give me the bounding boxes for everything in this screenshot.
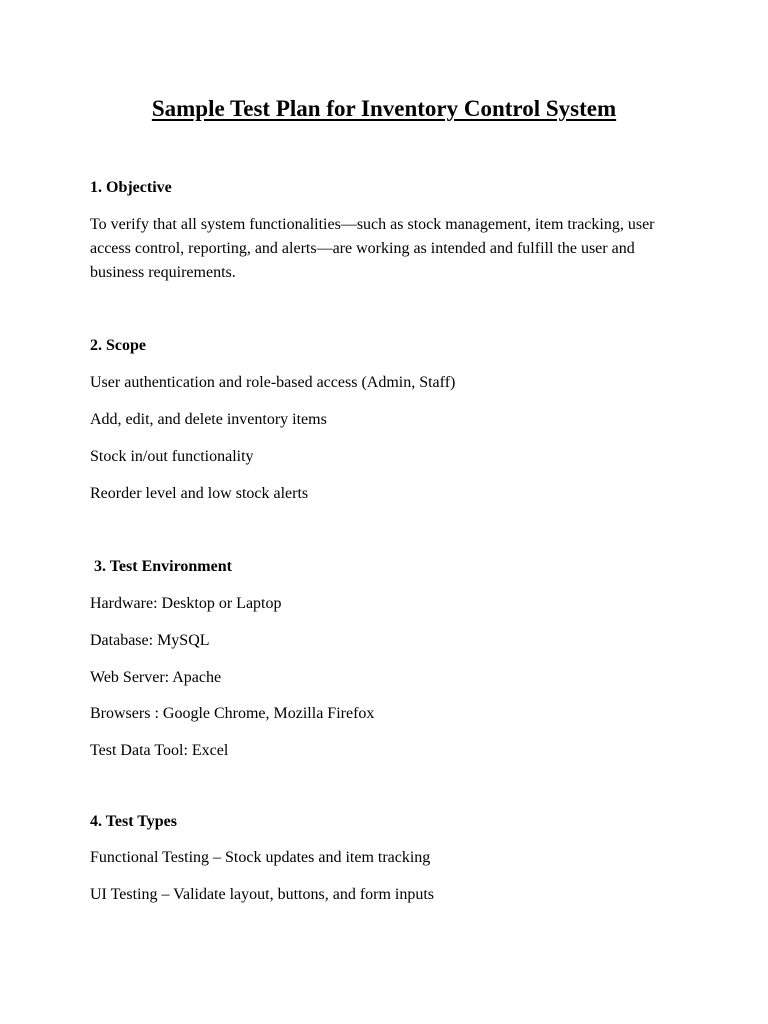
objective-text: To verify that all system functionalities—such as stock management, item tracking, user access control, reporting, and alerts—are working as intended and fulfill the user and business requirements.: [90, 216, 655, 281]
environment-item: Browsers : Google Chrome, Mozilla Firefox: [90, 705, 375, 722]
scope-item: User authentication and role-based access (Admin, Staff): [90, 374, 456, 391]
test-type-item: Functional Testing – Stock updates and item tracking: [90, 849, 431, 866]
scope-item: Stock in/out functionality: [90, 448, 254, 465]
environment-item: Test Data Tool: Excel: [90, 742, 229, 759]
environment-heading: 3. Test Environment: [90, 558, 232, 575]
scope-item: Reorder level and low stock alerts: [90, 485, 309, 502]
environment-item: Database: MySQL: [90, 632, 210, 649]
environment-item: Hardware: Desktop or Laptop: [90, 595, 282, 612]
objective-heading: 1. Objective: [90, 179, 172, 196]
test-type-item: UI Testing – Validate layout, buttons, and form inputs: [90, 886, 435, 903]
scope-heading: 2. Scope: [90, 337, 146, 354]
test-types-heading: 4. Test Types: [90, 813, 177, 830]
document-title: Sample Test Plan for Inventory Control System: [151, 96, 617, 121]
environment-item: Web Server: Apache: [90, 669, 222, 686]
scope-item: Add, edit, and delete inventory items: [90, 411, 327, 428]
